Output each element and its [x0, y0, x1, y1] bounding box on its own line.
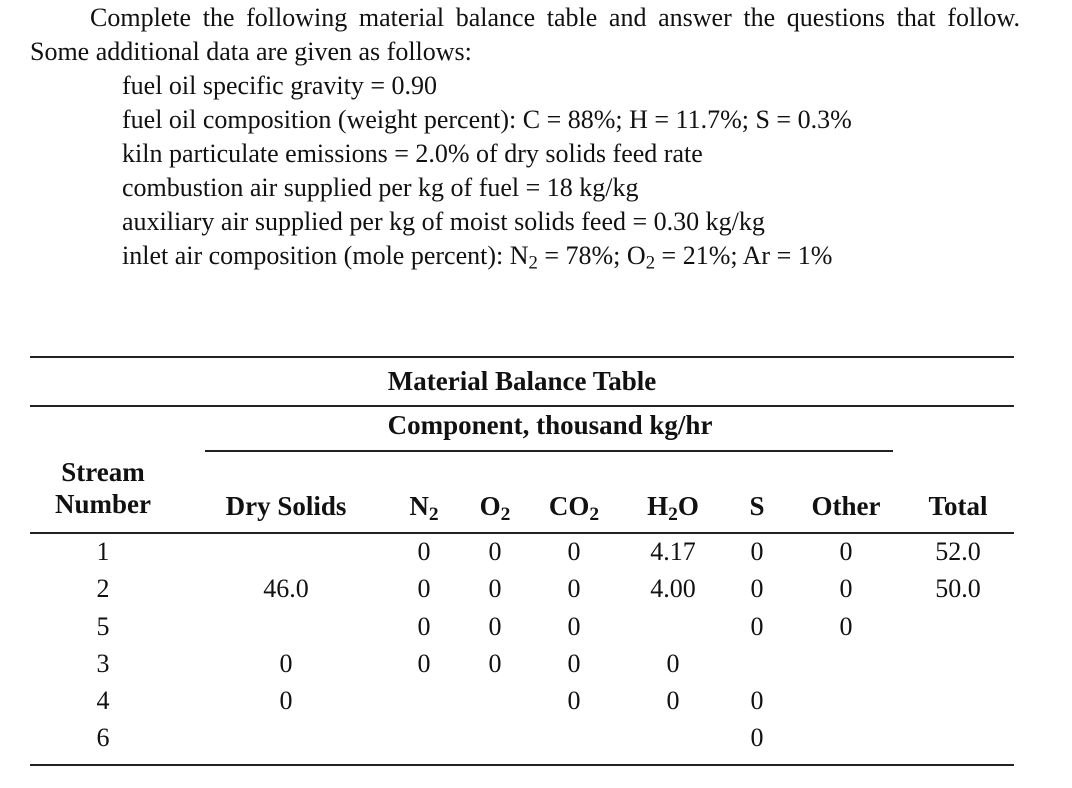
problem-intro — [30, 0, 1020, 273]
cell-total: 52.0 — [935, 537, 981, 566]
given-data-line: inlet air composition (mole percent): $N_2 = 78\%$; $O_2 = 21\%$; Ar = 1% — [122, 241, 833, 274]
cell-total: 50.0 — [935, 574, 981, 603]
given-data-line: combustion air supplied per kg of fuel = 18 kg/kg — [122, 173, 639, 202]
given-data-line: fuel oil specific gravity = 0.90 — [122, 71, 438, 100]
table-title: Material Balance Table — [387, 366, 657, 396]
given-data-list — [30, 69, 1020, 273]
table-title-rule — [30, 405, 1014, 407]
cell-h2o: 0 — [666, 649, 680, 678]
cell-n2: 0 — [417, 574, 431, 603]
component-title: Component, thousand kg/hr — [387, 410, 713, 440]
cell-o2: 0 — [488, 537, 502, 566]
header-total: Total — [928, 491, 988, 521]
instructions-paragraph: Complete the following material balance table and answer the questions that follow. Some additional data are given as follows: — [30, 3, 1020, 66]
cell-co2: 0 — [567, 686, 581, 715]
cell-n2: 0 — [417, 537, 431, 566]
header-o2: $O_2$ — [479, 491, 511, 525]
cell-stream: 3 — [96, 649, 110, 678]
cell-o2: 0 — [488, 574, 502, 603]
cell-co2: 0 — [567, 612, 581, 641]
cell-stream: 6 — [96, 723, 110, 752]
given-data-line: fuel oil composition (weight percent): C = 88%; H = 11.7%; S = 0.3% — [122, 105, 852, 134]
cell-h2o: 4.00 — [650, 574, 696, 603]
cell-s: 0 — [750, 723, 764, 752]
table-top-rule — [30, 356, 1014, 358]
header-n2: $N_2$ — [409, 491, 439, 525]
cell-co2: 0 — [567, 649, 581, 678]
given-data-line: auxiliary air supplied per kg of moist solids feed = 0.30 kg/kg — [122, 207, 765, 236]
cell-n2: 0 — [417, 649, 431, 678]
table-bottom-rule — [30, 764, 1014, 766]
cell-h2o: 0 — [666, 686, 680, 715]
header-s: S — [749, 491, 765, 521]
cell-stream: 4 — [96, 686, 110, 715]
cell-other: 0 — [839, 574, 853, 603]
cell-n2: 0 — [417, 612, 431, 641]
header-dry-solids: Dry Solids — [225, 491, 347, 521]
header-bottom-rule — [30, 532, 1014, 534]
header-co2: $CO_2$ — [548, 491, 600, 525]
cell-h2o: 4.17 — [650, 537, 696, 566]
component-rule — [205, 450, 893, 452]
cell-stream: 2 — [96, 574, 110, 603]
cell-co2: 0 — [567, 574, 581, 603]
cell-o2: 0 — [488, 649, 502, 678]
cell-other: 0 — [839, 612, 853, 641]
header-stream: Stream Number — [55, 457, 151, 519]
cell-s: 0 — [750, 537, 764, 566]
cell-dry-solids: 0 — [279, 686, 293, 715]
cell-s: 0 — [750, 686, 764, 715]
cell-s: 0 — [750, 574, 764, 603]
cell-dry-solids: 46.0 — [263, 574, 309, 603]
cell-dry-solids: 0 — [279, 649, 293, 678]
cell-other: 0 — [839, 537, 853, 566]
cell-co2: 0 — [567, 537, 581, 566]
header-h2o: $H_2O$ — [647, 491, 699, 525]
cell-s: 0 — [750, 612, 764, 641]
given-data-line: kiln particulate emissions = 2.0% of dry solids feed rate — [122, 139, 703, 168]
cell-stream: 1 — [96, 537, 110, 566]
cell-o2: 0 — [488, 612, 502, 641]
header-other: Other — [811, 491, 881, 521]
cell-stream: 5 — [96, 612, 110, 641]
